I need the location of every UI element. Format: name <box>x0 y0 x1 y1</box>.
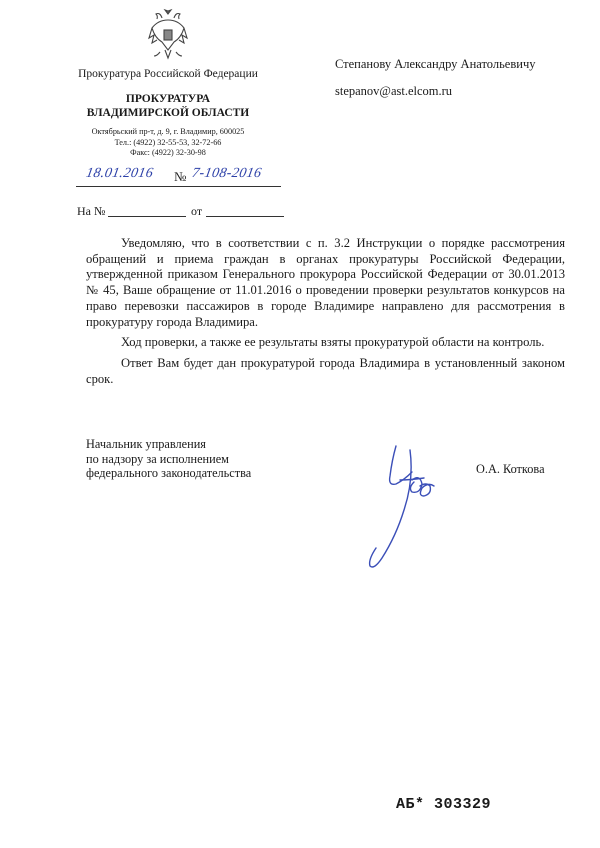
office-phone: Тел.: (4922) 32-55-53, 32-72-66 <box>114 137 222 147</box>
body-paragraph-1: Уведомляю, что в соответствии с п. 3.2 Инструкции о порядке рассмотрения обращений и приема граждан в органах прокуратуры Российской Федерации, утвержденной приказом Генерального прокурора Российской Федерации от 30.01.2013 № 45, Ваше обращение от 11.01.2016 о проведении проверки результатов конкурсов на право перевозки пассажиров в городе Владимире направлено для рассмотрения в прокуратуру города Владимира. <box>86 236 565 329</box>
signatory-name: О.А. Коткова <box>476 462 545 476</box>
registration-date: 18.01.2016 <box>84 166 155 181</box>
reference-number-label: На № <box>77 204 106 218</box>
office-line1: ПРОКУРАТУРА <box>125 93 211 105</box>
handwritten-signature <box>350 440 440 580</box>
signatory-title <box>86 437 251 481</box>
org-name: Прокуратура Российской Федерации <box>78 68 258 80</box>
registration-number-label: № <box>174 169 187 184</box>
body-paragraph-2: Ход проверки, а также ее результаты взяты прокуратурой области на контроль. <box>121 335 545 350</box>
office-contacts <box>60 127 276 159</box>
registration-number: 7-108-2016 <box>190 166 263 181</box>
office-fax: Факс: (4922) 32-30-98 <box>130 148 206 157</box>
body-paragraph-3: Ответ Вам будет дан прокуратурой города Владимира в установленный законом срок. <box>86 355 565 386</box>
recipient-name: Степанову Александру Анатольевичу <box>335 57 536 71</box>
office-line2: ВЛАДИМИРСКОЙ ОБЛАСТИ <box>86 107 250 119</box>
reference-date-blank <box>206 216 284 217</box>
form-serial-number: АБ* 303329 <box>396 796 492 813</box>
reference-number-blank <box>108 216 186 217</box>
recipient-email: stepanov@ast.elcom.ru <box>335 84 453 98</box>
recipient-block <box>335 51 535 105</box>
letter-body <box>86 236 565 387</box>
office-name <box>60 92 276 120</box>
signatory-title-line1: Начальник управления <box>86 437 206 451</box>
signatory-title-line3: федерального законодательства <box>86 466 252 480</box>
reference-from-label: от <box>191 204 203 218</box>
office-address: Октябрьский пр-т, д. 9, г. Владимир, 600025 <box>91 127 245 136</box>
signatory-title-line2: по надзору за исполнением <box>86 451 229 466</box>
coat-of-arms-icon <box>148 8 188 60</box>
